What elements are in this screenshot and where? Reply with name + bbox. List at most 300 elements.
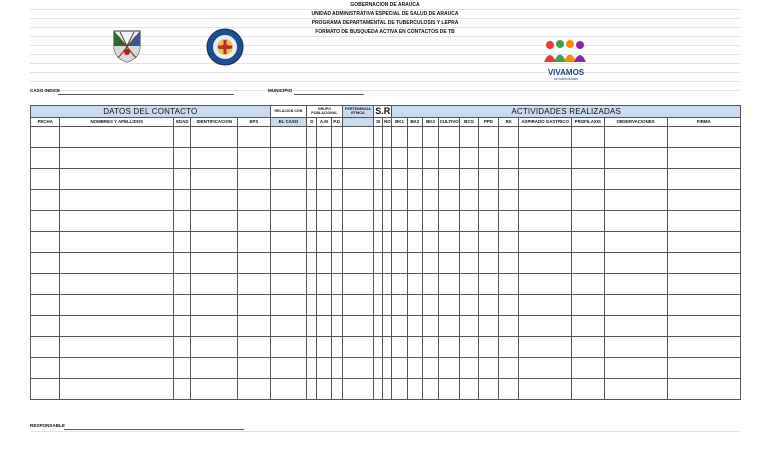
table-cell[interactable] <box>270 253 307 274</box>
table-cell[interactable] <box>439 274 460 295</box>
table-cell[interactable] <box>342 127 373 148</box>
table-cell[interactable] <box>31 274 60 295</box>
table-cell[interactable] <box>191 337 238 358</box>
table-cell[interactable] <box>392 316 407 337</box>
table-cell[interactable] <box>667 211 740 232</box>
table-cell[interactable] <box>174 253 191 274</box>
table-cell[interactable] <box>407 211 422 232</box>
table-cell[interactable] <box>422 358 438 379</box>
table-cell[interactable] <box>383 169 392 190</box>
table-cell[interactable] <box>31 190 60 211</box>
table-cell[interactable] <box>422 274 438 295</box>
table-cell[interactable] <box>191 127 238 148</box>
table-cell[interactable] <box>307 211 317 232</box>
table-cell[interactable] <box>317 316 331 337</box>
table-cell[interactable] <box>460 295 478 316</box>
table-cell[interactable] <box>439 232 460 253</box>
table-cell[interactable] <box>31 379 60 400</box>
table-cell[interactable] <box>383 316 392 337</box>
table-cell[interactable] <box>478 358 498 379</box>
table-cell[interactable] <box>374 190 383 211</box>
table-cell[interactable] <box>460 232 478 253</box>
table-cell[interactable] <box>439 295 460 316</box>
table-cell[interactable] <box>174 337 191 358</box>
table-cell[interactable] <box>422 232 438 253</box>
table-cell[interactable] <box>342 337 373 358</box>
table-cell[interactable] <box>667 253 740 274</box>
table-cell[interactable] <box>174 232 191 253</box>
table-cell[interactable] <box>439 190 460 211</box>
table-cell[interactable] <box>307 295 317 316</box>
table-cell[interactable] <box>331 253 342 274</box>
table-cell[interactable] <box>342 358 373 379</box>
table-cell[interactable] <box>498 127 518 148</box>
table-cell[interactable] <box>604 295 667 316</box>
table-cell[interactable] <box>374 127 383 148</box>
table-cell[interactable] <box>191 316 238 337</box>
table-cell[interactable] <box>478 148 498 169</box>
table-cell[interactable] <box>270 316 307 337</box>
table-cell[interactable] <box>519 274 572 295</box>
table-cell[interactable] <box>238 358 271 379</box>
table-cell[interactable] <box>498 316 518 337</box>
table-cell[interactable] <box>572 379 604 400</box>
table-cell[interactable] <box>238 337 271 358</box>
table-cell[interactable] <box>604 148 667 169</box>
table-cell[interactable] <box>439 337 460 358</box>
table-cell[interactable] <box>604 127 667 148</box>
table-cell[interactable] <box>422 148 438 169</box>
table-cell[interactable] <box>307 190 317 211</box>
table-cell[interactable] <box>572 316 604 337</box>
table-cell[interactable] <box>407 358 422 379</box>
table-cell[interactable] <box>270 127 307 148</box>
table-cell[interactable] <box>60 127 174 148</box>
table-cell[interactable] <box>317 358 331 379</box>
table-cell[interactable] <box>460 169 478 190</box>
table-cell[interactable] <box>604 211 667 232</box>
table-cell[interactable] <box>331 190 342 211</box>
table-cell[interactable] <box>407 274 422 295</box>
table-cell[interactable] <box>604 379 667 400</box>
table-cell[interactable] <box>478 190 498 211</box>
table-cell[interactable] <box>498 274 518 295</box>
table-cell[interactable] <box>174 190 191 211</box>
table-cell[interactable] <box>307 337 317 358</box>
table-cell[interactable] <box>331 337 342 358</box>
table-cell[interactable] <box>383 379 392 400</box>
table-cell[interactable] <box>392 358 407 379</box>
table-cell[interactable] <box>60 148 174 169</box>
table-cell[interactable] <box>31 148 60 169</box>
table-cell[interactable] <box>342 232 373 253</box>
table-cell[interactable] <box>667 169 740 190</box>
table-cell[interactable] <box>478 295 498 316</box>
table-cell[interactable] <box>342 253 373 274</box>
table-cell[interactable] <box>392 232 407 253</box>
table-cell[interactable] <box>572 127 604 148</box>
table-cell[interactable] <box>374 337 383 358</box>
table-cell[interactable] <box>270 169 307 190</box>
table-cell[interactable] <box>572 169 604 190</box>
table-cell[interactable] <box>498 169 518 190</box>
table-cell[interactable] <box>392 295 407 316</box>
table-cell[interactable] <box>331 274 342 295</box>
table-cell[interactable] <box>331 169 342 190</box>
table-cell[interactable] <box>383 190 392 211</box>
municipio-line[interactable] <box>294 94 364 95</box>
table-cell[interactable] <box>374 295 383 316</box>
table-cell[interactable] <box>572 337 604 358</box>
table-cell[interactable] <box>572 295 604 316</box>
table-cell[interactable] <box>317 337 331 358</box>
table-cell[interactable] <box>238 190 271 211</box>
table-cell[interactable] <box>191 211 238 232</box>
table-cell[interactable] <box>604 169 667 190</box>
table-cell[interactable] <box>572 148 604 169</box>
table-cell[interactable] <box>383 358 392 379</box>
table-cell[interactable] <box>498 379 518 400</box>
table-cell[interactable] <box>422 295 438 316</box>
table-cell[interactable] <box>60 295 174 316</box>
table-cell[interactable] <box>519 127 572 148</box>
table-cell[interactable] <box>392 337 407 358</box>
table-cell[interactable] <box>572 232 604 253</box>
table-cell[interactable] <box>519 232 572 253</box>
table-cell[interactable] <box>667 148 740 169</box>
table-cell[interactable] <box>31 253 60 274</box>
table-cell[interactable] <box>604 316 667 337</box>
table-cell[interactable] <box>519 316 572 337</box>
table-cell[interactable] <box>374 379 383 400</box>
table-cell[interactable] <box>407 253 422 274</box>
table-cell[interactable] <box>460 358 478 379</box>
table-cell[interactable] <box>191 295 238 316</box>
table-cell[interactable] <box>460 127 478 148</box>
table-cell[interactable] <box>478 274 498 295</box>
table-cell[interactable] <box>439 358 460 379</box>
table-cell[interactable] <box>498 295 518 316</box>
table-cell[interactable] <box>374 253 383 274</box>
table-cell[interactable] <box>460 211 478 232</box>
table-cell[interactable] <box>342 169 373 190</box>
table-cell[interactable] <box>191 232 238 253</box>
table-cell[interactable] <box>407 190 422 211</box>
table-cell[interactable] <box>374 316 383 337</box>
table-cell[interactable] <box>174 295 191 316</box>
table-cell[interactable] <box>407 316 422 337</box>
table-cell[interactable] <box>331 211 342 232</box>
table-cell[interactable] <box>519 358 572 379</box>
table-cell[interactable] <box>478 127 498 148</box>
table-cell[interactable] <box>604 274 667 295</box>
table-cell[interactable] <box>374 358 383 379</box>
table-cell[interactable] <box>374 274 383 295</box>
table-cell[interactable] <box>460 316 478 337</box>
table-cell[interactable] <box>270 295 307 316</box>
table-cell[interactable] <box>519 211 572 232</box>
table-cell[interactable] <box>270 379 307 400</box>
table-cell[interactable] <box>307 169 317 190</box>
table-cell[interactable] <box>383 232 392 253</box>
table-cell[interactable] <box>31 316 60 337</box>
table-cell[interactable] <box>478 337 498 358</box>
table-cell[interactable] <box>317 274 331 295</box>
table-cell[interactable] <box>460 253 478 274</box>
table-cell[interactable] <box>174 148 191 169</box>
table-cell[interactable] <box>331 148 342 169</box>
table-cell[interactable] <box>174 274 191 295</box>
table-cell[interactable] <box>478 379 498 400</box>
table-cell[interactable] <box>478 253 498 274</box>
table-cell[interactable] <box>498 337 518 358</box>
table-cell[interactable] <box>60 316 174 337</box>
table-cell[interactable] <box>342 211 373 232</box>
table-cell[interactable] <box>174 379 191 400</box>
table-cell[interactable] <box>191 190 238 211</box>
table-cell[interactable] <box>604 337 667 358</box>
table-cell[interactable] <box>604 232 667 253</box>
table-cell[interactable] <box>191 379 238 400</box>
table-cell[interactable] <box>439 316 460 337</box>
table-cell[interactable] <box>439 148 460 169</box>
table-cell[interactable] <box>374 232 383 253</box>
table-cell[interactable] <box>407 379 422 400</box>
table-cell[interactable] <box>422 169 438 190</box>
table-cell[interactable] <box>60 274 174 295</box>
table-cell[interactable] <box>174 358 191 379</box>
table-cell[interactable] <box>342 190 373 211</box>
table-cell[interactable] <box>667 337 740 358</box>
table-cell[interactable] <box>317 379 331 400</box>
table-cell[interactable] <box>667 316 740 337</box>
table-cell[interactable] <box>572 358 604 379</box>
table-cell[interactable] <box>667 232 740 253</box>
table-cell[interactable] <box>270 190 307 211</box>
table-cell[interactable] <box>317 295 331 316</box>
table-cell[interactable] <box>342 274 373 295</box>
table-cell[interactable] <box>392 379 407 400</box>
table-cell[interactable] <box>331 232 342 253</box>
table-cell[interactable] <box>383 337 392 358</box>
table-cell[interactable] <box>422 337 438 358</box>
table-cell[interactable] <box>60 337 174 358</box>
table-cell[interactable] <box>317 232 331 253</box>
table-cell[interactable] <box>392 253 407 274</box>
table-cell[interactable] <box>572 190 604 211</box>
table-cell[interactable] <box>331 358 342 379</box>
table-cell[interactable] <box>317 127 331 148</box>
table-cell[interactable] <box>31 169 60 190</box>
table-cell[interactable] <box>572 211 604 232</box>
table-cell[interactable] <box>478 169 498 190</box>
table-cell[interactable] <box>460 379 478 400</box>
table-cell[interactable] <box>270 274 307 295</box>
table-cell[interactable] <box>383 148 392 169</box>
table-cell[interactable] <box>519 337 572 358</box>
table-cell[interactable] <box>422 211 438 232</box>
table-cell[interactable] <box>374 148 383 169</box>
table-cell[interactable] <box>31 295 60 316</box>
table-cell[interactable] <box>667 295 740 316</box>
table-cell[interactable] <box>307 379 317 400</box>
table-cell[interactable] <box>422 316 438 337</box>
table-cell[interactable] <box>407 169 422 190</box>
table-cell[interactable] <box>374 169 383 190</box>
table-cell[interactable] <box>439 169 460 190</box>
table-cell[interactable] <box>342 379 373 400</box>
responsable-line[interactable] <box>64 429 244 430</box>
table-cell[interactable] <box>60 358 174 379</box>
table-cell[interactable] <box>478 211 498 232</box>
table-cell[interactable] <box>31 337 60 358</box>
caso-indice-line[interactable] <box>58 94 234 95</box>
table-cell[interactable] <box>519 295 572 316</box>
table-cell[interactable] <box>191 253 238 274</box>
table-cell[interactable] <box>392 274 407 295</box>
table-cell[interactable] <box>407 337 422 358</box>
table-cell[interactable] <box>238 253 271 274</box>
table-cell[interactable] <box>174 127 191 148</box>
table-cell[interactable] <box>270 232 307 253</box>
table-cell[interactable] <box>667 379 740 400</box>
table-cell[interactable] <box>460 148 478 169</box>
table-cell[interactable] <box>383 253 392 274</box>
table-cell[interactable] <box>498 358 518 379</box>
table-cell[interactable] <box>604 253 667 274</box>
table-cell[interactable] <box>238 211 271 232</box>
table-cell[interactable] <box>392 127 407 148</box>
table-cell[interactable] <box>572 274 604 295</box>
table-cell[interactable] <box>460 190 478 211</box>
table-cell[interactable] <box>422 190 438 211</box>
table-cell[interactable] <box>331 127 342 148</box>
table-cell[interactable] <box>238 127 271 148</box>
table-cell[interactable] <box>519 148 572 169</box>
table-cell[interactable] <box>191 169 238 190</box>
table-cell[interactable] <box>238 169 271 190</box>
table-cell[interactable] <box>383 274 392 295</box>
table-cell[interactable] <box>60 379 174 400</box>
table-cell[interactable] <box>307 274 317 295</box>
table-cell[interactable] <box>331 295 342 316</box>
table-cell[interactable] <box>422 379 438 400</box>
table-cell[interactable] <box>498 253 518 274</box>
table-cell[interactable] <box>498 148 518 169</box>
table-cell[interactable] <box>191 358 238 379</box>
table-cell[interactable] <box>60 253 174 274</box>
table-cell[interactable] <box>439 211 460 232</box>
table-cell[interactable] <box>238 379 271 400</box>
table-cell[interactable] <box>604 358 667 379</box>
table-cell[interactable] <box>342 295 373 316</box>
table-cell[interactable] <box>317 253 331 274</box>
table-cell[interactable] <box>31 358 60 379</box>
table-cell[interactable] <box>383 127 392 148</box>
table-cell[interactable] <box>270 358 307 379</box>
table-cell[interactable] <box>572 253 604 274</box>
table-cell[interactable] <box>238 232 271 253</box>
table-cell[interactable] <box>439 127 460 148</box>
table-cell[interactable] <box>342 148 373 169</box>
table-cell[interactable] <box>460 274 478 295</box>
table-cell[interactable] <box>392 211 407 232</box>
table-cell[interactable] <box>498 211 518 232</box>
table-cell[interactable] <box>60 169 174 190</box>
table-cell[interactable] <box>407 295 422 316</box>
table-cell[interactable] <box>667 358 740 379</box>
table-cell[interactable] <box>238 316 271 337</box>
table-cell[interactable] <box>439 379 460 400</box>
table-cell[interactable] <box>31 211 60 232</box>
table-cell[interactable] <box>604 190 667 211</box>
table-cell[interactable] <box>460 337 478 358</box>
table-cell[interactable] <box>174 211 191 232</box>
table-cell[interactable] <box>422 253 438 274</box>
table-cell[interactable] <box>174 316 191 337</box>
table-cell[interactable] <box>407 148 422 169</box>
table-cell[interactable] <box>238 295 271 316</box>
table-cell[interactable] <box>667 127 740 148</box>
table-cell[interactable] <box>191 148 238 169</box>
table-cell[interactable] <box>331 379 342 400</box>
table-cell[interactable] <box>383 211 392 232</box>
table-cell[interactable] <box>407 232 422 253</box>
table-cell[interactable] <box>307 253 317 274</box>
table-cell[interactable] <box>331 316 342 337</box>
table-cell[interactable] <box>60 211 174 232</box>
table-cell[interactable] <box>407 127 422 148</box>
table-cell[interactable] <box>667 274 740 295</box>
table-cell[interactable] <box>498 190 518 211</box>
table-cell[interactable] <box>392 148 407 169</box>
table-cell[interactable] <box>307 232 317 253</box>
table-cell[interactable] <box>374 211 383 232</box>
table-cell[interactable] <box>317 148 331 169</box>
table-cell[interactable] <box>270 148 307 169</box>
table-cell[interactable] <box>498 232 518 253</box>
table-cell[interactable] <box>422 127 438 148</box>
table-cell[interactable] <box>307 358 317 379</box>
table-cell[interactable] <box>307 127 317 148</box>
table-cell[interactable] <box>307 316 317 337</box>
table-cell[interactable] <box>191 274 238 295</box>
table-cell[interactable] <box>439 253 460 274</box>
table-cell[interactable] <box>317 190 331 211</box>
table-cell[interactable] <box>478 232 498 253</box>
table-cell[interactable] <box>667 190 740 211</box>
table-cell[interactable] <box>317 169 331 190</box>
table-cell[interactable] <box>519 190 572 211</box>
table-cell[interactable] <box>270 211 307 232</box>
table-cell[interactable] <box>317 211 331 232</box>
table-cell[interactable] <box>31 232 60 253</box>
table-cell[interactable] <box>60 190 174 211</box>
table-cell[interactable] <box>478 316 498 337</box>
table-cell[interactable] <box>238 148 271 169</box>
table-cell[interactable] <box>392 169 407 190</box>
table-cell[interactable] <box>519 169 572 190</box>
table-cell[interactable] <box>519 253 572 274</box>
table-cell[interactable] <box>174 169 191 190</box>
table-cell[interactable] <box>60 232 174 253</box>
table-cell[interactable] <box>238 274 271 295</box>
table-cell[interactable] <box>270 337 307 358</box>
table-cell[interactable] <box>392 190 407 211</box>
table-cell[interactable] <box>31 127 60 148</box>
table-cell[interactable] <box>307 148 317 169</box>
table-cell[interactable] <box>383 295 392 316</box>
